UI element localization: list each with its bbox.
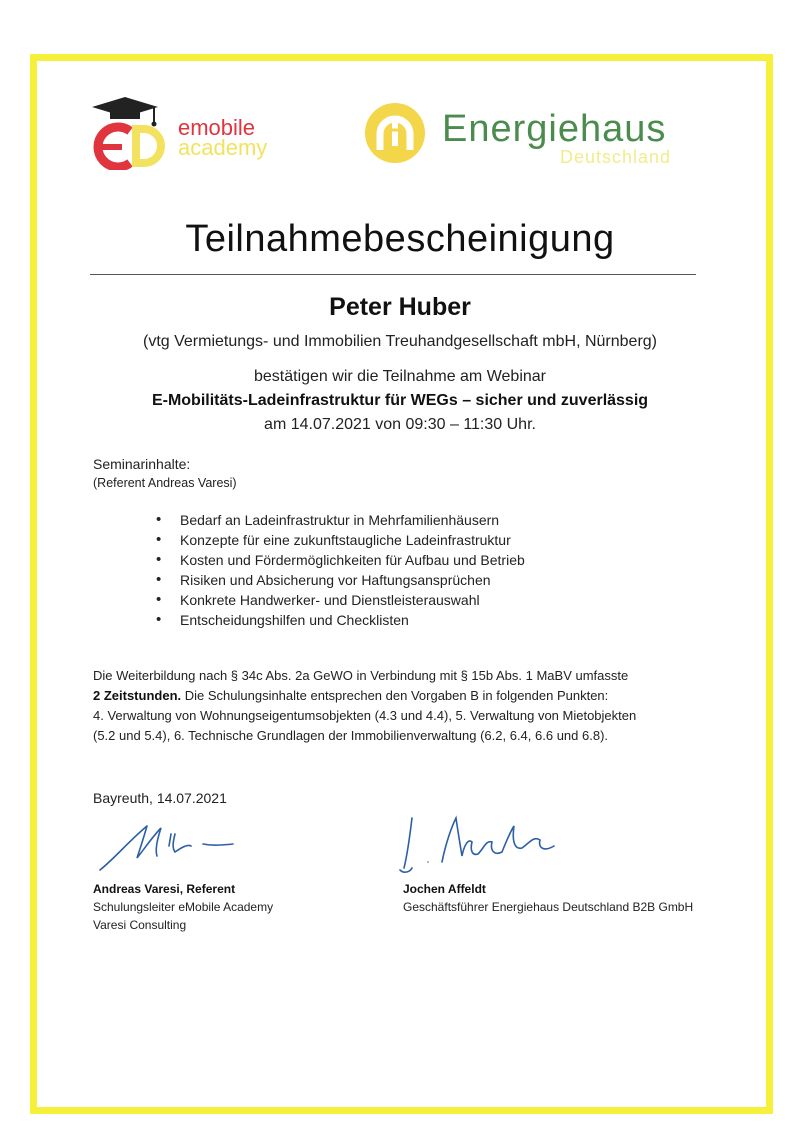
title-divider	[90, 274, 696, 275]
list-item: • Kosten und Fördermöglichkeiten für Aufbau und Betrieb	[150, 550, 525, 570]
signer-right-name: Jochen Affeldt	[403, 882, 486, 896]
logo-word-emobile: emobile	[178, 115, 256, 140]
signer-left-role: Schulungsleiter eMobile Academy	[93, 900, 274, 914]
signer-left	[93, 880, 273, 934]
list-item: • Risiken und Absicherung vor Haftungsansprüchen	[150, 570, 525, 590]
legal-line-2-text: Die Schulungsinhalte entsprechen den Vorgaben B in folgenden Punkten:	[181, 688, 609, 703]
logo-word-deutschland: Deutschland	[560, 147, 672, 167]
signature-andreas-varesi	[95, 818, 245, 878]
logo-word-academy: academy	[178, 135, 268, 160]
logo-word-energiehaus: Energiehaus	[442, 108, 667, 150]
webinar-title: E-Mobilitäts-Ladeinfrastruktur für WEGs – sicher und zuverlässig	[151, 392, 649, 409]
energiehaus-logo	[362, 100, 707, 170]
list-item: • Konkrete Handwerker- und Dienstleisterauswahl	[150, 590, 525, 610]
graduation-cap-icon	[88, 95, 178, 170]
place-and-date: Bayreuth, 14.07.2021	[93, 790, 227, 806]
confirmation-text: bestätigen wir die Teilnahme am Webinar	[253, 368, 546, 385]
legal-line-4: (5.2 und 5.4), 6. Technische Grundlagen der Immobilienverwaltung (6.2, 6.4, 6.6 und 6.8).	[93, 728, 609, 743]
list-item: • Entscheidungshilfen und Checklisten	[150, 610, 525, 630]
participant-company: (vtg Vermietungs- und Immobilien Treuhandgesellschaft mbH, Nürnberg)	[142, 333, 658, 350]
page-title: Teilnahmebescheinigung	[185, 218, 615, 260]
signer-left-name: Andreas Varesi, Referent	[93, 882, 236, 896]
list-item: • Konzepte für eine zukunftstaugliche Ladeinfrastruktur	[150, 530, 525, 550]
seminar-topics-list	[150, 510, 525, 630]
legal-line-1: Die Weiterbildung nach § 34c Abs. 2a GeWO in Verbindung mit § 15b Abs. 1 MaBV umfasste	[93, 668, 629, 683]
signer-right-role: Geschäftsführer Energiehaus Deutschland B2B GmbH	[403, 900, 694, 914]
training-hours: 2 Zeitstunden.	[93, 688, 182, 703]
signature-jochen-affeldt	[398, 812, 568, 878]
signer-left-org: Varesi Consulting	[93, 918, 187, 932]
signer-right	[403, 880, 693, 916]
seminar-referent: (Referent Andreas Varesi)	[93, 476, 237, 490]
legal-paragraph	[93, 666, 733, 746]
seminar-contents-label: Seminarinhalte:	[93, 456, 191, 472]
legal-line-2	[93, 686, 733, 706]
webinar-date-time: am 14.07.2021 von 09:30 – 11:30 Uhr.	[264, 416, 536, 433]
energiehaus-emblem-icon	[362, 100, 432, 170]
emobile-academy-logo	[88, 95, 288, 170]
list-item: • Bedarf an Ladeinfrastruktur in Mehrfamilienhäusern	[150, 510, 525, 530]
participant-name: Peter Huber	[329, 293, 471, 321]
legal-line-3: 4. Verwaltung von Wohnungseigentumsobjekten (4.3 und 4.4), 5. Verwaltung von Mietobjekten	[93, 708, 637, 723]
